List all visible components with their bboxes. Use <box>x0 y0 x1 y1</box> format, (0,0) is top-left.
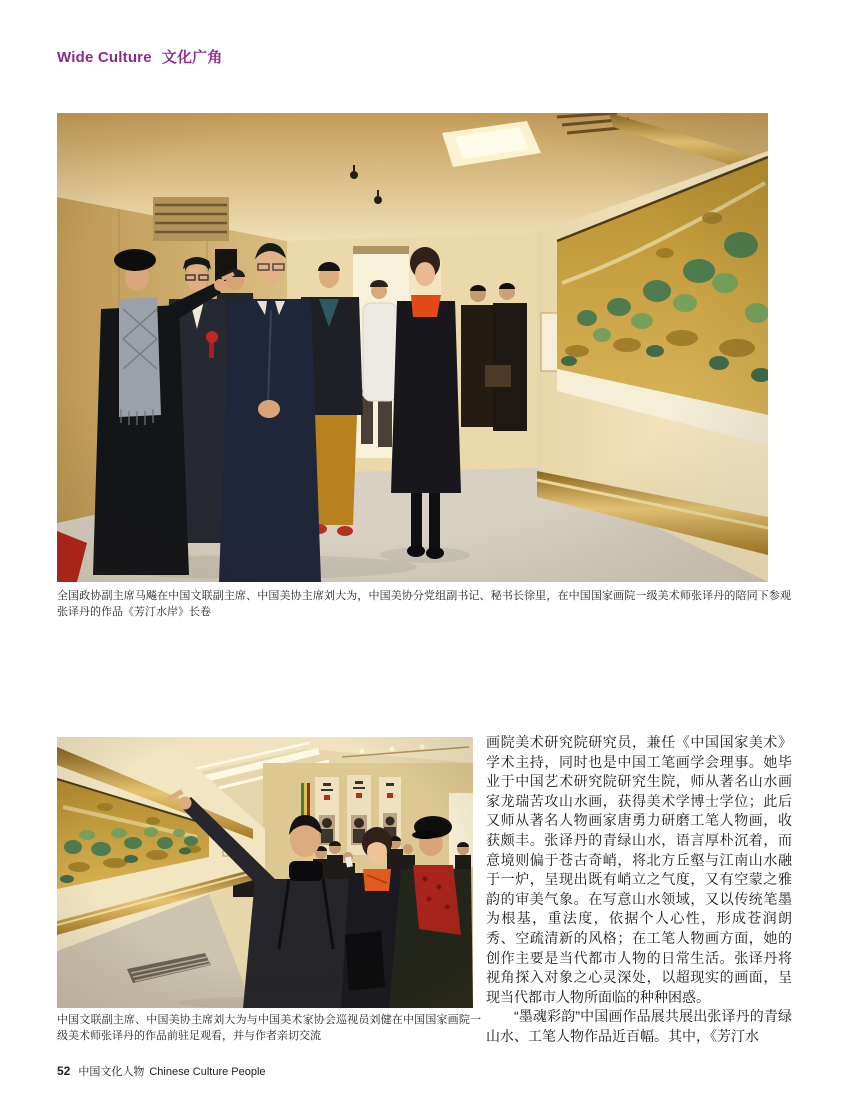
bottom-photo-caption: 中国文联副主席、中国美协主席刘大为与中国美术家协会巡视员刘健在中国国家画院一级美术师张译丹的作品前驻足观看，并与作者亲切交流 <box>57 1014 481 1042</box>
section-header <box>57 46 223 67</box>
top-photo-caption: 全国政协副主席马飚在中国文联副主席、中国美协主席刘大为，中国美协分党组副书记、秘书长徐里，在中国国家画院一级美术师张译丹的陪同下参观张译丹的作品《芳汀水岸》长卷 <box>57 590 791 618</box>
photo-vignette-2 <box>57 737 473 1008</box>
article-paragraph-1: 画院美术研究院研究员，兼任《中国国家美术》学术主持，同时也是中国工笔画学会理事。她毕业于中国艺术研究院研究生院，师从著名山水画家龙瑞苦攻山水画，获得美术学博士学位；此后又师从著名人物画家唐勇力研磨工笔人物画，收获颇丰。张译丹的青绿山水，语言厚朴沉着，而意境则偏于苍古奇峭，将北方丘壑与江南山水融于一炉，呈现出既有峭立之气度，又有空蒙之雅韵的审美气象。在写意山水领域，又以传统笔墨为根基，重法度，依据个人心性，形成苍润朗秀、空疏清新的风格；在工笔人物画方面，她的创作主要是当代都市人物的日常生活。张译丹将视角探入对象之心灵深处，以超现实的画面，呈现当代都市人物所面临的种种困惑。 <box>486 734 792 1005</box>
section-header-en: Wide Culture <box>57 49 152 66</box>
footer-title-zh: 中国文化人物 <box>78 1066 145 1078</box>
section-header-zh: 文化广角 <box>161 49 223 66</box>
page-footer <box>57 1063 266 1079</box>
bottom-photo-illustration <box>57 737 473 1008</box>
photo-vignette <box>57 113 768 582</box>
top-photo-illustration <box>57 113 768 582</box>
footer-title-en: Chinese Culture People <box>149 1066 266 1078</box>
page-number: 52 <box>57 1064 71 1078</box>
article-body <box>486 733 792 1047</box>
top-photo <box>57 113 768 582</box>
bottom-photo <box>57 737 473 1008</box>
article-paragraph-2: “墨魂彩韵”中国画作品展共展出张译丹的青绿山水、工笔人物作品近百幅。其中，《芳汀水 <box>486 1008 792 1044</box>
